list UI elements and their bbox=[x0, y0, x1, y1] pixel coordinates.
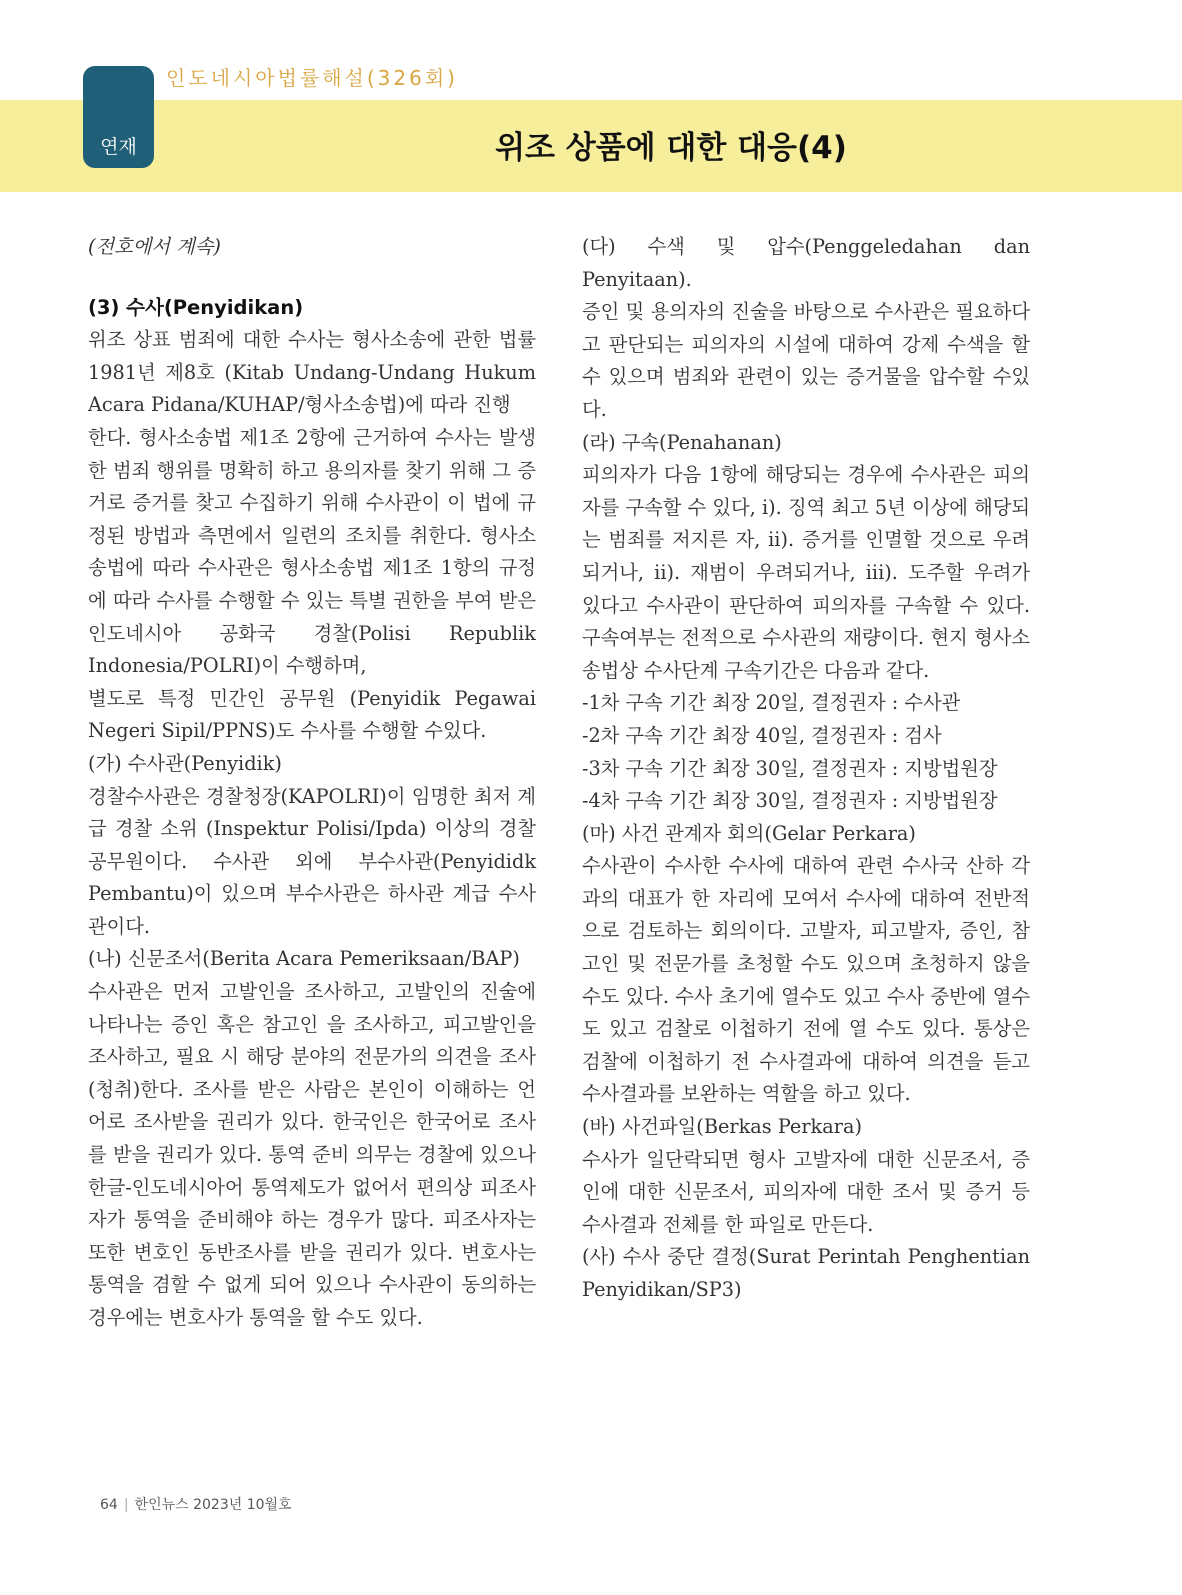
subheading: (가) 수사관(Penyidik) bbox=[88, 751, 282, 775]
subheading: (라) 구속(Penahanan) bbox=[582, 430, 782, 454]
paragraph: 수사관이 수사한 수사에 대하여 관련 수사국 산하 각과의 대표가 한 자리에 모여서 수사에 대하여 전반적으로 검토하는 회의이다. 고발자, 피고발자, 증인, 참고인 및 전문가를 초청할 수도 있으며 초청하지 않을 수도 있다. 수사 초기에 열수도 있고 수사 중반에 열수도 있고 검찰로 이첩하기 전에 열 수도 있다. 통상은 검찰에 이첩하기 전 수사결과에 대하여 의견을 듣고 수사결과를 보완하는 역할을 하고 있다. bbox=[582, 854, 1030, 1106]
subheading: (바) 사건파일(Berkas Perkara) bbox=[582, 1115, 862, 1139]
paragraph: 수사가 일단락되면 형사 고발자에 대한 신문조서, 증인에 대한 신문조서, 피의자에 대한 조서 및 증거 등 수사결과 전체를 한 파일로 만든다. bbox=[582, 1147, 1030, 1236]
subheading: (나) 신문조서(Berita Acara Pemeriksaan/BAP) bbox=[88, 947, 520, 971]
list-item: -1차 구속 기간 최장 20일, 결정권자 : 수사관 bbox=[582, 691, 961, 715]
subheading: (사) 수사 중단 결정(Surat Perintah Penghentian Penyidikan/SP3) bbox=[582, 1245, 1030, 1301]
paragraph: 수사관은 먼저 고발인을 조사하고, 고발인의 진술에 나타나는 증인 혹은 참고인 을 조사하고, 피고발인을 조사하고, 필요 시 해당 분야의 전문가의 의견을 조사 (청취)한다. 조사를 받은 사람은 본인이 이해하는 언어로 조사받을 권리가 있다. 한국인은 한국어로 조사를 받을 권리가 있다. 통역 준비 의무는 경찰에 있으나 한글-인도네시아어 통역제도가 없어서 편의상 피조사자가 통역을 준비해야 하는 경우가 많다. 피조사자는 또한 변호인 동반조사를 받을 권리가 있다. 변호사는 통역을 겸할 수 없게 되어 있으나 수사관이 동의하는 경우에는 변호사가 통역을 할 수도 있다. bbox=[88, 980, 536, 1329]
subheading: (다) 수색 및 압수(Penggeledahan dan Penyitaan). bbox=[582, 235, 1030, 291]
page-footer bbox=[100, 1494, 292, 1514]
list-item: -2차 구속 기간 최장 40일, 결정권자 : 검사 bbox=[582, 723, 942, 747]
paragraph: 피의자가 다음 1항에 해당되는 경우에 수사관은 피의자를 구속할 수 있다, i). 징역 최고 5년 이상에 해당되는 범죄를 저지른 자, ii). 증거를 인멸할 것으로 우려되거나, ii). 재범이 우려되거나, iii). 도주할 우려가 있다고 수사관이 판단하여 피의자를 구속할 수 있다. 구속여부는 전적으로 수사관의 재량이다. 현지 형사소송법상 수사단계 구속기간은 다음과 같다. bbox=[582, 463, 1030, 682]
series-tab-label: 연재 bbox=[100, 136, 137, 158]
continued-note: (전호에서 계속) bbox=[88, 235, 221, 258]
left-column bbox=[88, 231, 536, 1335]
paragraph: 별도로 특정 민간인 공무원 (Penyidik Pegawai Negeri Sipil/PPNS)도 수사를 수행할 수있다. bbox=[88, 686, 536, 743]
list-item: -4차 구속 기간 최장 30일, 결정권자 : 지방법원장 bbox=[582, 789, 998, 813]
paragraph: 위조 상표 범죄에 대한 수사는 형사소송에 관한 법률 1981년 제8호 (Kitab Undang-Undang Hukum Acara Pidana/KUHAP/형사소송법)에 따라 진행 bbox=[88, 328, 536, 417]
list-item: -3차 구속 기간 최장 30일, 결정권자 : 지방법원장 bbox=[582, 756, 998, 780]
publication-name: 한인뉴스 2023년 10월호 bbox=[134, 1497, 292, 1513]
paragraph: 경찰수사관은 경찰청장(KAPOLRI)이 임명한 최저 계급 경찰 소위 (Inspektur Polisi/Ipda) 이상의 경찰 공무원이다. 수사관 외에 부수사관(Penyididk Pembantu)이 있으며 부수사관은 하사관 계급 수사관이다. bbox=[88, 784, 536, 938]
paragraph: 증인 및 용의자의 진술을 바탕으로 수사관은 필요하다고 판단되는 피의자의 시설에 대하여 강제 수색을 할 수 있으며 범죄와 관련이 있는 증거물을 압수할 수있다. bbox=[582, 300, 1030, 421]
page-number: 64 bbox=[100, 1497, 118, 1513]
footer-separator: | bbox=[123, 1497, 129, 1513]
section-heading: (3) 수사(Penyidikan) bbox=[88, 295, 304, 319]
article-title: 위조 상품에 대한 대응(4) bbox=[495, 130, 847, 166]
series-title: 인도네시아법률해설(326회) bbox=[166, 66, 458, 90]
right-column bbox=[582, 231, 1030, 1307]
subheading: (마) 사건 관계자 회의(Gelar Perkara) bbox=[582, 821, 916, 845]
paragraph: 한다. 형사소송법 제1조 2항에 근거하여 수사는 발생한 범죄 행위를 명확히 하고 용의자를 찾기 위해 그 증거로 증거를 찾고 수집하기 위해 수사관이 이 법에 규정된 방법과 측면에서 일련의 조치를 취한다. 형사소송법에 따라 수사관은 형사소송법 제1조 1항의 규정에 따라 수사를 수행할 수 있는 특별 권한을 부여 받은 인도네시아 공화국 경찰(Polisi Republik Indonesia/POLRI)이 수행하며, bbox=[88, 425, 536, 678]
